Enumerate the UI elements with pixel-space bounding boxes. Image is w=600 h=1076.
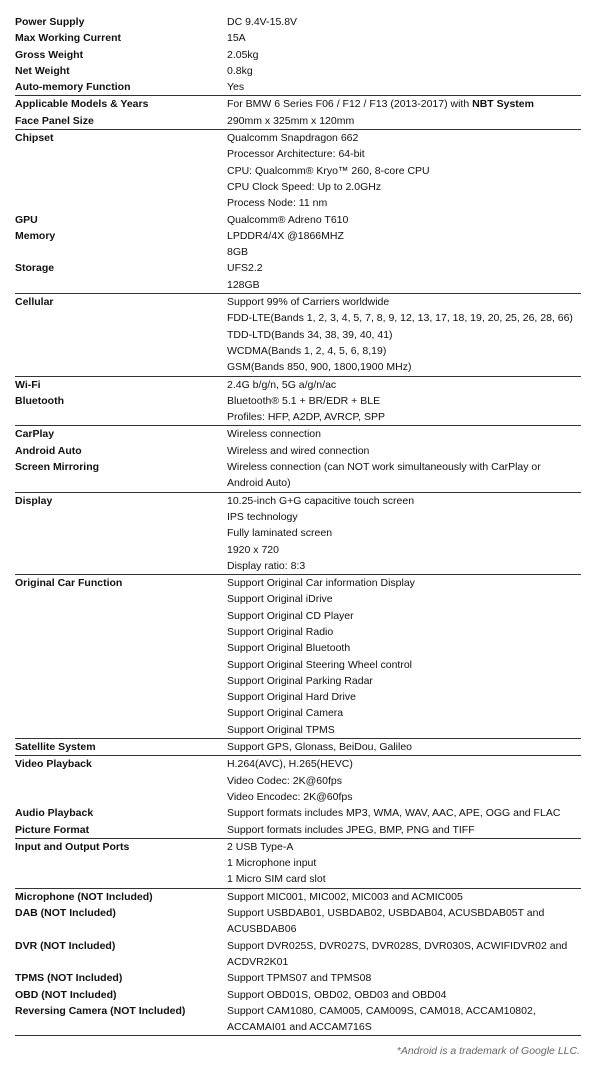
spec-row <box>15 63 581 79</box>
spec-row <box>15 96 581 112</box>
spec-row <box>15 493 581 574</box>
spec-value-line: Fully laminated screen <box>227 527 333 540</box>
spec-label: OBD (NOT Included) <box>15 988 117 1001</box>
spec-value-line: Support Original Hard Drive <box>227 691 356 704</box>
spec-row <box>15 839 581 888</box>
spec-label: Display <box>15 494 53 507</box>
spec-label: CarPlay <box>15 428 55 441</box>
spec-value <box>227 260 581 293</box>
spec-value-line: Support Original Car information Display <box>227 577 415 590</box>
spec-value-line: Processor Architecture: 64-bit <box>227 148 365 161</box>
spec-row <box>15 938 581 971</box>
spec-value-line: ACCAMAI01 and ACCAM716S <box>227 1021 372 1034</box>
spec-label: Auto-memory Function <box>15 81 131 94</box>
spec-value-line: Support Original TPMS <box>227 723 335 736</box>
spec-row <box>15 228 581 261</box>
spec-row <box>15 443 581 459</box>
spec-value <box>227 377 581 393</box>
spec-row <box>15 30 581 46</box>
spec-value-line: TDD-LTD(Bands 34, 38, 39, 40, 41) <box>227 328 393 341</box>
spec-label: Power Supply <box>15 16 85 28</box>
spec-value-line: 128GB <box>227 278 260 291</box>
spec-value-line: ACUSBDAB06 <box>227 923 297 936</box>
spec-value <box>227 822 581 838</box>
spec-value-line: Video Codec: 2K@60fps <box>227 774 342 787</box>
spec-value-line: CPU Clock Speed: Up to 2.0GHz <box>227 180 382 193</box>
spec-value-line: Support Original Radio <box>227 625 334 638</box>
spec-value-line: Wireless and wired connection <box>227 444 370 457</box>
spec-group <box>15 756 581 838</box>
spec-row <box>15 426 581 442</box>
spec-value-line <box>227 96 581 112</box>
spec-value-line: Support MIC001, MIC002, MIC003 and ACMIC005 <box>227 890 463 903</box>
spec-value-line: Qualcomm® Adreno T610 <box>227 213 349 226</box>
spec-value-line: 290mm x 325mm x 120mm <box>227 114 355 127</box>
spec-value-line: Support Original Camera <box>227 707 344 720</box>
spec-group <box>15 739 581 756</box>
spec-label: Reversing Camera (NOT Included) <box>15 1004 186 1017</box>
spec-group <box>15 294 581 376</box>
spec-row <box>15 459 581 492</box>
spec-value-line: Android Auto) <box>227 477 291 490</box>
spec-label: Net Weight <box>15 64 70 77</box>
spec-value <box>227 938 581 971</box>
spec-value <box>227 987 581 1003</box>
spec-label: Bluetooth <box>15 394 64 407</box>
spec-value-line: Yes <box>227 81 245 94</box>
spec-value-line: GSM(Bands 850, 900, 1800,1900 MHz) <box>227 361 412 374</box>
spec-label: Audio Playback <box>15 807 94 820</box>
spec-row <box>15 739 581 755</box>
spec-label: TPMS (NOT Included) <box>15 972 123 985</box>
spec-value <box>227 113 581 129</box>
spec-group <box>15 889 581 1037</box>
spec-value <box>227 1003 581 1036</box>
spec-value <box>227 905 581 938</box>
spec-row <box>15 756 581 805</box>
spec-value <box>227 889 581 905</box>
spec-row <box>15 377 581 393</box>
spec-value-line: IPS technology <box>227 510 298 523</box>
spec-label: Input and Output Ports <box>15 840 130 853</box>
spec-value-line: 0.8kg <box>227 64 253 77</box>
spec-row <box>15 1003 581 1036</box>
spec-value <box>227 14 581 30</box>
spec-value <box>227 47 581 63</box>
spec-value <box>227 443 581 459</box>
spec-value-line: 10.25-inch G+G capacitive touch screen <box>227 494 415 507</box>
spec-value-line: Video Encodec: 2K@60fps <box>227 790 353 803</box>
spec-row <box>15 260 581 293</box>
spec-row <box>15 393 581 426</box>
spec-row <box>15 987 581 1003</box>
spec-value-line: 2 USB Type-A <box>227 840 294 853</box>
spec-value-line: CPU: Qualcomm® Kryo™ 260, 8-core CPU <box>227 164 430 177</box>
spec-value-line: 1 Micro SIM card slot <box>227 873 326 886</box>
spec-value-line: Qualcomm Snapdragon 662 <box>227 132 359 145</box>
spec-value-line: UFS2.2 <box>227 262 263 275</box>
spec-value-line: Display ratio: 8:3 <box>227 559 306 572</box>
spec-value <box>227 30 581 46</box>
spec-row <box>15 130 581 211</box>
spec-value-line: Support OBD01S, OBD02, OBD03 and OBD04 <box>227 988 447 1001</box>
spec-row <box>15 805 581 821</box>
spec-label: Cellular <box>15 296 54 309</box>
spec-value-line: Support USBDAB01, USBDAB02, USBDAB04, ACUSBDAB05T and <box>227 907 545 920</box>
spec-row <box>15 113 581 129</box>
spec-group <box>15 130 581 294</box>
spec-label: Android Auto <box>15 444 82 457</box>
spec-sheet <box>15 14 581 1036</box>
spec-value-line: Support Original Steering Wheel control <box>227 658 413 671</box>
spec-value-line: Support DVR025S, DVR027S, DVR028S, DVR030S, ACWIFIDVR02 and <box>227 939 568 952</box>
spec-row <box>15 905 581 938</box>
spec-row <box>15 822 581 838</box>
spec-group <box>15 377 581 427</box>
spec-value <box>227 739 581 755</box>
spec-value-line: Process Node: 11 nm <box>227 197 328 210</box>
spec-label: Chipset <box>15 132 54 145</box>
spec-value <box>227 294 581 375</box>
spec-label: Wi-Fi <box>15 378 41 391</box>
spec-value-line: 1 Microphone input <box>227 857 317 870</box>
spec-label: Original Car Function <box>15 577 123 590</box>
spec-value-line: 2.05kg <box>227 48 259 61</box>
spec-label: Memory <box>15 229 56 242</box>
spec-value <box>227 96 581 112</box>
spec-value <box>227 756 581 805</box>
spec-value <box>227 459 581 492</box>
spec-value <box>227 493 581 574</box>
trademark-footnote: *Android is a trademark of Google LLC. <box>396 1045 580 1057</box>
spec-label: Microphone (NOT Included) <box>15 890 153 903</box>
spec-value-line: 2.4G b/g/n, 5G a/g/n/ac <box>227 378 337 391</box>
spec-value-line: DC 9.4V-15.8V <box>227 16 298 28</box>
spec-row <box>15 889 581 905</box>
spec-group <box>15 96 581 130</box>
spec-row <box>15 294 581 375</box>
spec-value-line: 1920 x 720 <box>227 543 279 556</box>
spec-value-emphasis: NBT System <box>472 98 534 111</box>
spec-value-line: LPDDR4/4X @1866MHZ <box>227 229 344 242</box>
spec-label: Gross Weight <box>15 48 84 61</box>
spec-row <box>15 970 581 986</box>
spec-label: Max Working Current <box>15 32 121 45</box>
spec-label: Face Panel Size <box>15 114 94 127</box>
spec-value-line: WCDMA(Bands 1, 2, 4, 5, 6, 8,19) <box>227 344 387 357</box>
spec-value <box>227 575 581 738</box>
spec-value-line: Support TPMS07 and TPMS08 <box>227 972 372 985</box>
spec-value-line: Support Original CD Player <box>227 609 354 622</box>
spec-value <box>227 130 581 211</box>
spec-value-line: Support 99% of Carriers worldwide <box>227 296 390 309</box>
spec-label: Storage <box>15 262 55 275</box>
spec-row <box>15 14 581 30</box>
spec-value <box>227 805 581 821</box>
spec-value-line: Bluetooth® 5.1 + BR/EDR + BLE <box>227 394 381 407</box>
spec-row <box>15 79 581 95</box>
spec-row <box>15 212 581 228</box>
spec-value <box>227 63 581 79</box>
spec-value-line: Support CAM1080, CAM005, CAM009S, CAM018, ACCAM10802, <box>227 1004 536 1017</box>
spec-label: DVR (NOT Included) <box>15 939 116 952</box>
spec-row <box>15 47 581 63</box>
spec-value-text: For BMW 6 Series F06 / F12 / F13 (2013-2017) with <box>227 98 473 111</box>
spec-value-line: Profiles: HFP, A2DP, AVRCP, SPP <box>227 411 385 424</box>
spec-value <box>227 426 581 442</box>
spec-value-line: Support Original iDrive <box>227 593 333 606</box>
spec-value <box>227 212 581 228</box>
spec-value-line: ACDVR2K01 <box>227 955 289 968</box>
spec-value-line: Wireless connection <box>227 428 321 441</box>
spec-label: Satellite System <box>15 741 96 754</box>
spec-group <box>15 426 581 492</box>
spec-value-line: 8GB <box>227 246 249 259</box>
spec-row <box>15 575 581 738</box>
spec-label: Picture Format <box>15 823 90 836</box>
spec-value-line: Support formats includes JPEG, BMP, PNG and TIFF <box>227 823 475 836</box>
spec-value-line: Support formats includes MP3, WMA, WAV, AAC, APE, OGG and FLAC <box>227 807 561 820</box>
spec-value-line: 15A <box>227 32 246 45</box>
spec-value <box>227 970 581 986</box>
spec-value <box>227 393 581 426</box>
spec-value <box>227 839 581 888</box>
spec-value-line: H.264(AVC), H.265(HEVC) <box>227 758 353 771</box>
spec-value <box>227 228 581 261</box>
spec-label: GPU <box>15 213 38 226</box>
spec-value <box>227 79 581 95</box>
spec-value-line: Support Original Parking Radar <box>227 674 373 687</box>
spec-label: Applicable Models & Years <box>15 98 149 111</box>
spec-label: Screen Mirroring <box>15 461 100 474</box>
spec-label: Video Playback <box>15 758 92 771</box>
spec-group <box>15 839 581 889</box>
spec-value-line: Support Original Bluetooth <box>227 642 351 655</box>
spec-value-line: Wireless connection (can NOT work simultaneously with CarPlay or <box>227 461 541 474</box>
spec-group <box>15 14 581 96</box>
spec-group <box>15 575 581 739</box>
spec-value-line: Support GPS, Glonass, BeiDou, Galileo <box>227 741 413 754</box>
spec-value-line: FDD-LTE(Bands 1, 2, 3, 4, 5, 7, 8, 9, 12, 13, 17, 18, 19, 20, 25, 26, 28, 66) <box>227 312 573 325</box>
spec-label: DAB (NOT Included) <box>15 907 116 920</box>
spec-group <box>15 493 581 575</box>
